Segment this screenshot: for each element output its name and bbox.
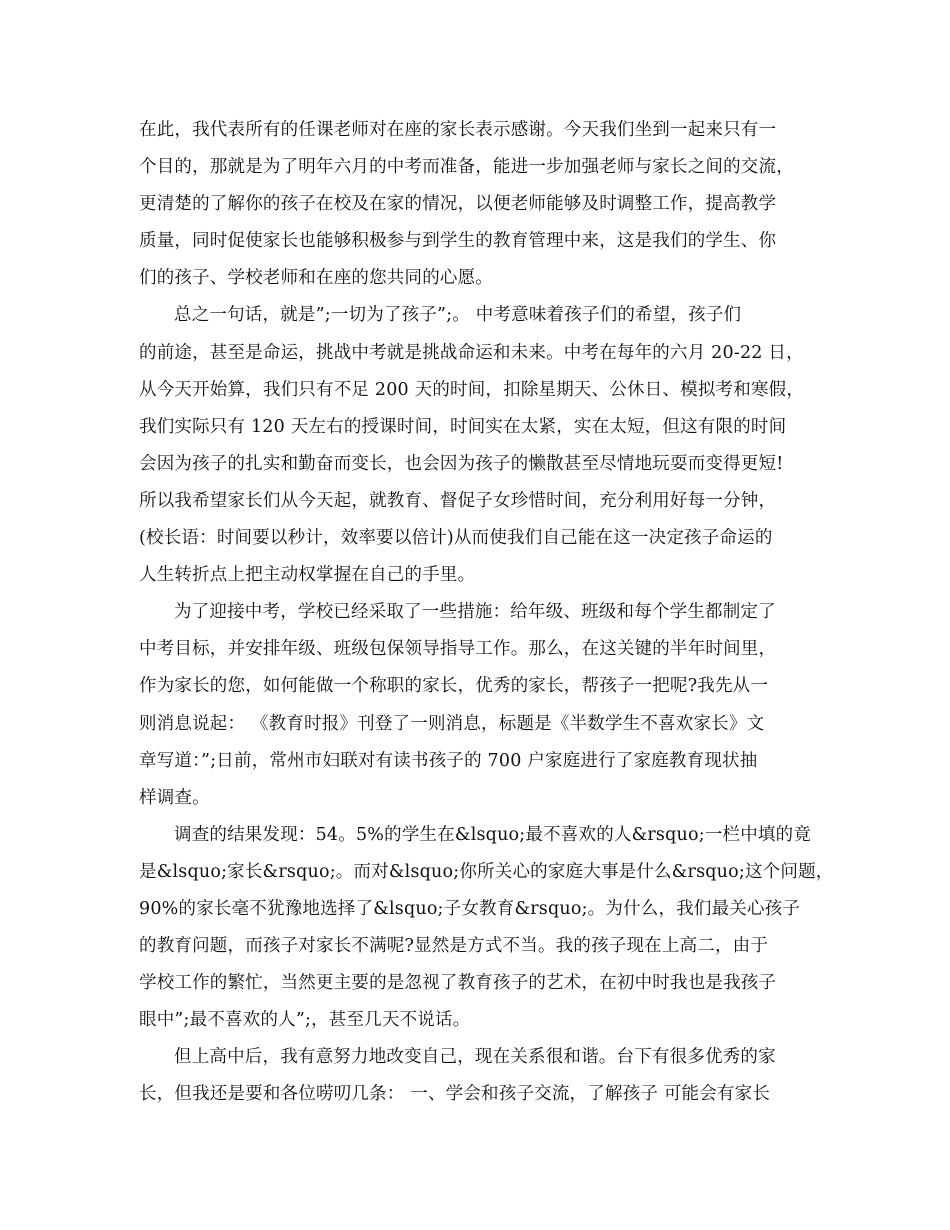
paragraph-start-line: 调查的结果发现：54。5%的学生在&lsquo;最不喜欢的人&rsquo;一栏中填的竟 bbox=[174, 824, 812, 845]
text-line: 样调查。 bbox=[139, 787, 210, 808]
text-line: 的前途，甚至是命运，挑战中考就是挑战命运和未来。中考在每年的六月 20-22 日， bbox=[139, 342, 804, 363]
text-line: 们的孩子、学校老师和在座的您共同的心愿。 bbox=[139, 268, 493, 289]
text-line: 长，但我还是要和各位唠叨几条： 一、学会和孩子交流，了解孩子 可能会有家长 bbox=[139, 1084, 771, 1105]
text-line: (校长语：时间要以秒计，效率要以倍计)从而使我们自己能在这一决定孩子命运的 bbox=[139, 528, 773, 549]
text-line: 我们实际只有 120 天左右的授课时间，时间实在太紧，实在太短，但这有限的时间 bbox=[139, 416, 787, 437]
text-line: 学校工作的繁忙，当然更主要的是忽视了教育孩子的艺术，在初中时我也是我孩子 bbox=[139, 973, 777, 994]
text-line: 作为家长的您，如何能做一个称职的家长，优秀的家长，帮孩子一把呢?我先从一 bbox=[139, 676, 769, 697]
text-line: 则消息说起： 《教育时报》刊登了一则消息，标题是《半数学生不喜欢家长》文 bbox=[139, 713, 765, 734]
paragraph-start-line: 为了迎接中考，学校已经采取了一些措施：给年级、班级和每个学生都制定了 bbox=[174, 602, 776, 623]
text-line: 是&lsquo;家长&rsquo;。而对&lsquo;你所关心的家庭大事是什么&rsquo;这个问题， bbox=[139, 861, 834, 882]
document-body bbox=[139, 112, 834, 1114]
text-line: 人生转折点上把主动权掌握在自己的手里。 bbox=[139, 565, 476, 586]
text-line: 个目的，那就是为了明年六月的中考而准备，能进一步加强老师与家长之间的交流， bbox=[139, 157, 794, 178]
text-line: 会因为孩子的扎实和勤奋而变长，也会因为孩子的懒散甚至尽情地玩耍而变得更短! bbox=[139, 453, 784, 474]
paragraph-start-line: 但上高中后，我有意努力地改变自己，现在关系很和谐。台下有很多优秀的家 bbox=[174, 1047, 776, 1068]
text-line: 90%的家长毫不犹豫地选择了&lsquo;子女教育&rsquo;。为什么，我们最关心孩子 bbox=[139, 898, 801, 919]
text-line: 眼中”;最不喜欢的人”;，甚至几天不说话。 bbox=[139, 1010, 471, 1031]
text-line: 从今天开始算，我们只有不足 200 天的时间，扣除星期天、公休日、模拟考和寒假， bbox=[139, 379, 805, 400]
text-line: 中考目标，并安排年级、班级包保领导指导工作。那么，在这关键的半年时间里， bbox=[139, 639, 777, 660]
text-line: 所以我希望家长们从今天起，就教育、督促子女珍惜时间，充分利用好每一分钟， bbox=[139, 490, 777, 511]
text-line: 更清楚的了解你的孩子在校及在家的情况，以便老师能够及时调整工作，提高教学 bbox=[139, 194, 777, 215]
text-line: 的教育问题，而孩子对家长不满呢?显然是方式不当。我的孩子现在上高二，由于 bbox=[139, 936, 769, 957]
paragraph-start-line: 总之一句话，就是”;一切为了孩子”;。 中考意味着孩子们的希望，孩子们 bbox=[174, 305, 742, 326]
text-line: 在此，我代表所有的任课老师对在座的家长表示感谢。今天我们坐到一起来只有一 bbox=[139, 120, 777, 140]
text-line: 质量，同时促使家长也能够积极参与到学生的教育管理中来，这是我们的学生、你 bbox=[139, 231, 777, 252]
text-line: 章写道：”;日前，常州市妇联对有读书孩子的 700 户家庭进行了家庭教育现状抽 bbox=[139, 750, 758, 771]
